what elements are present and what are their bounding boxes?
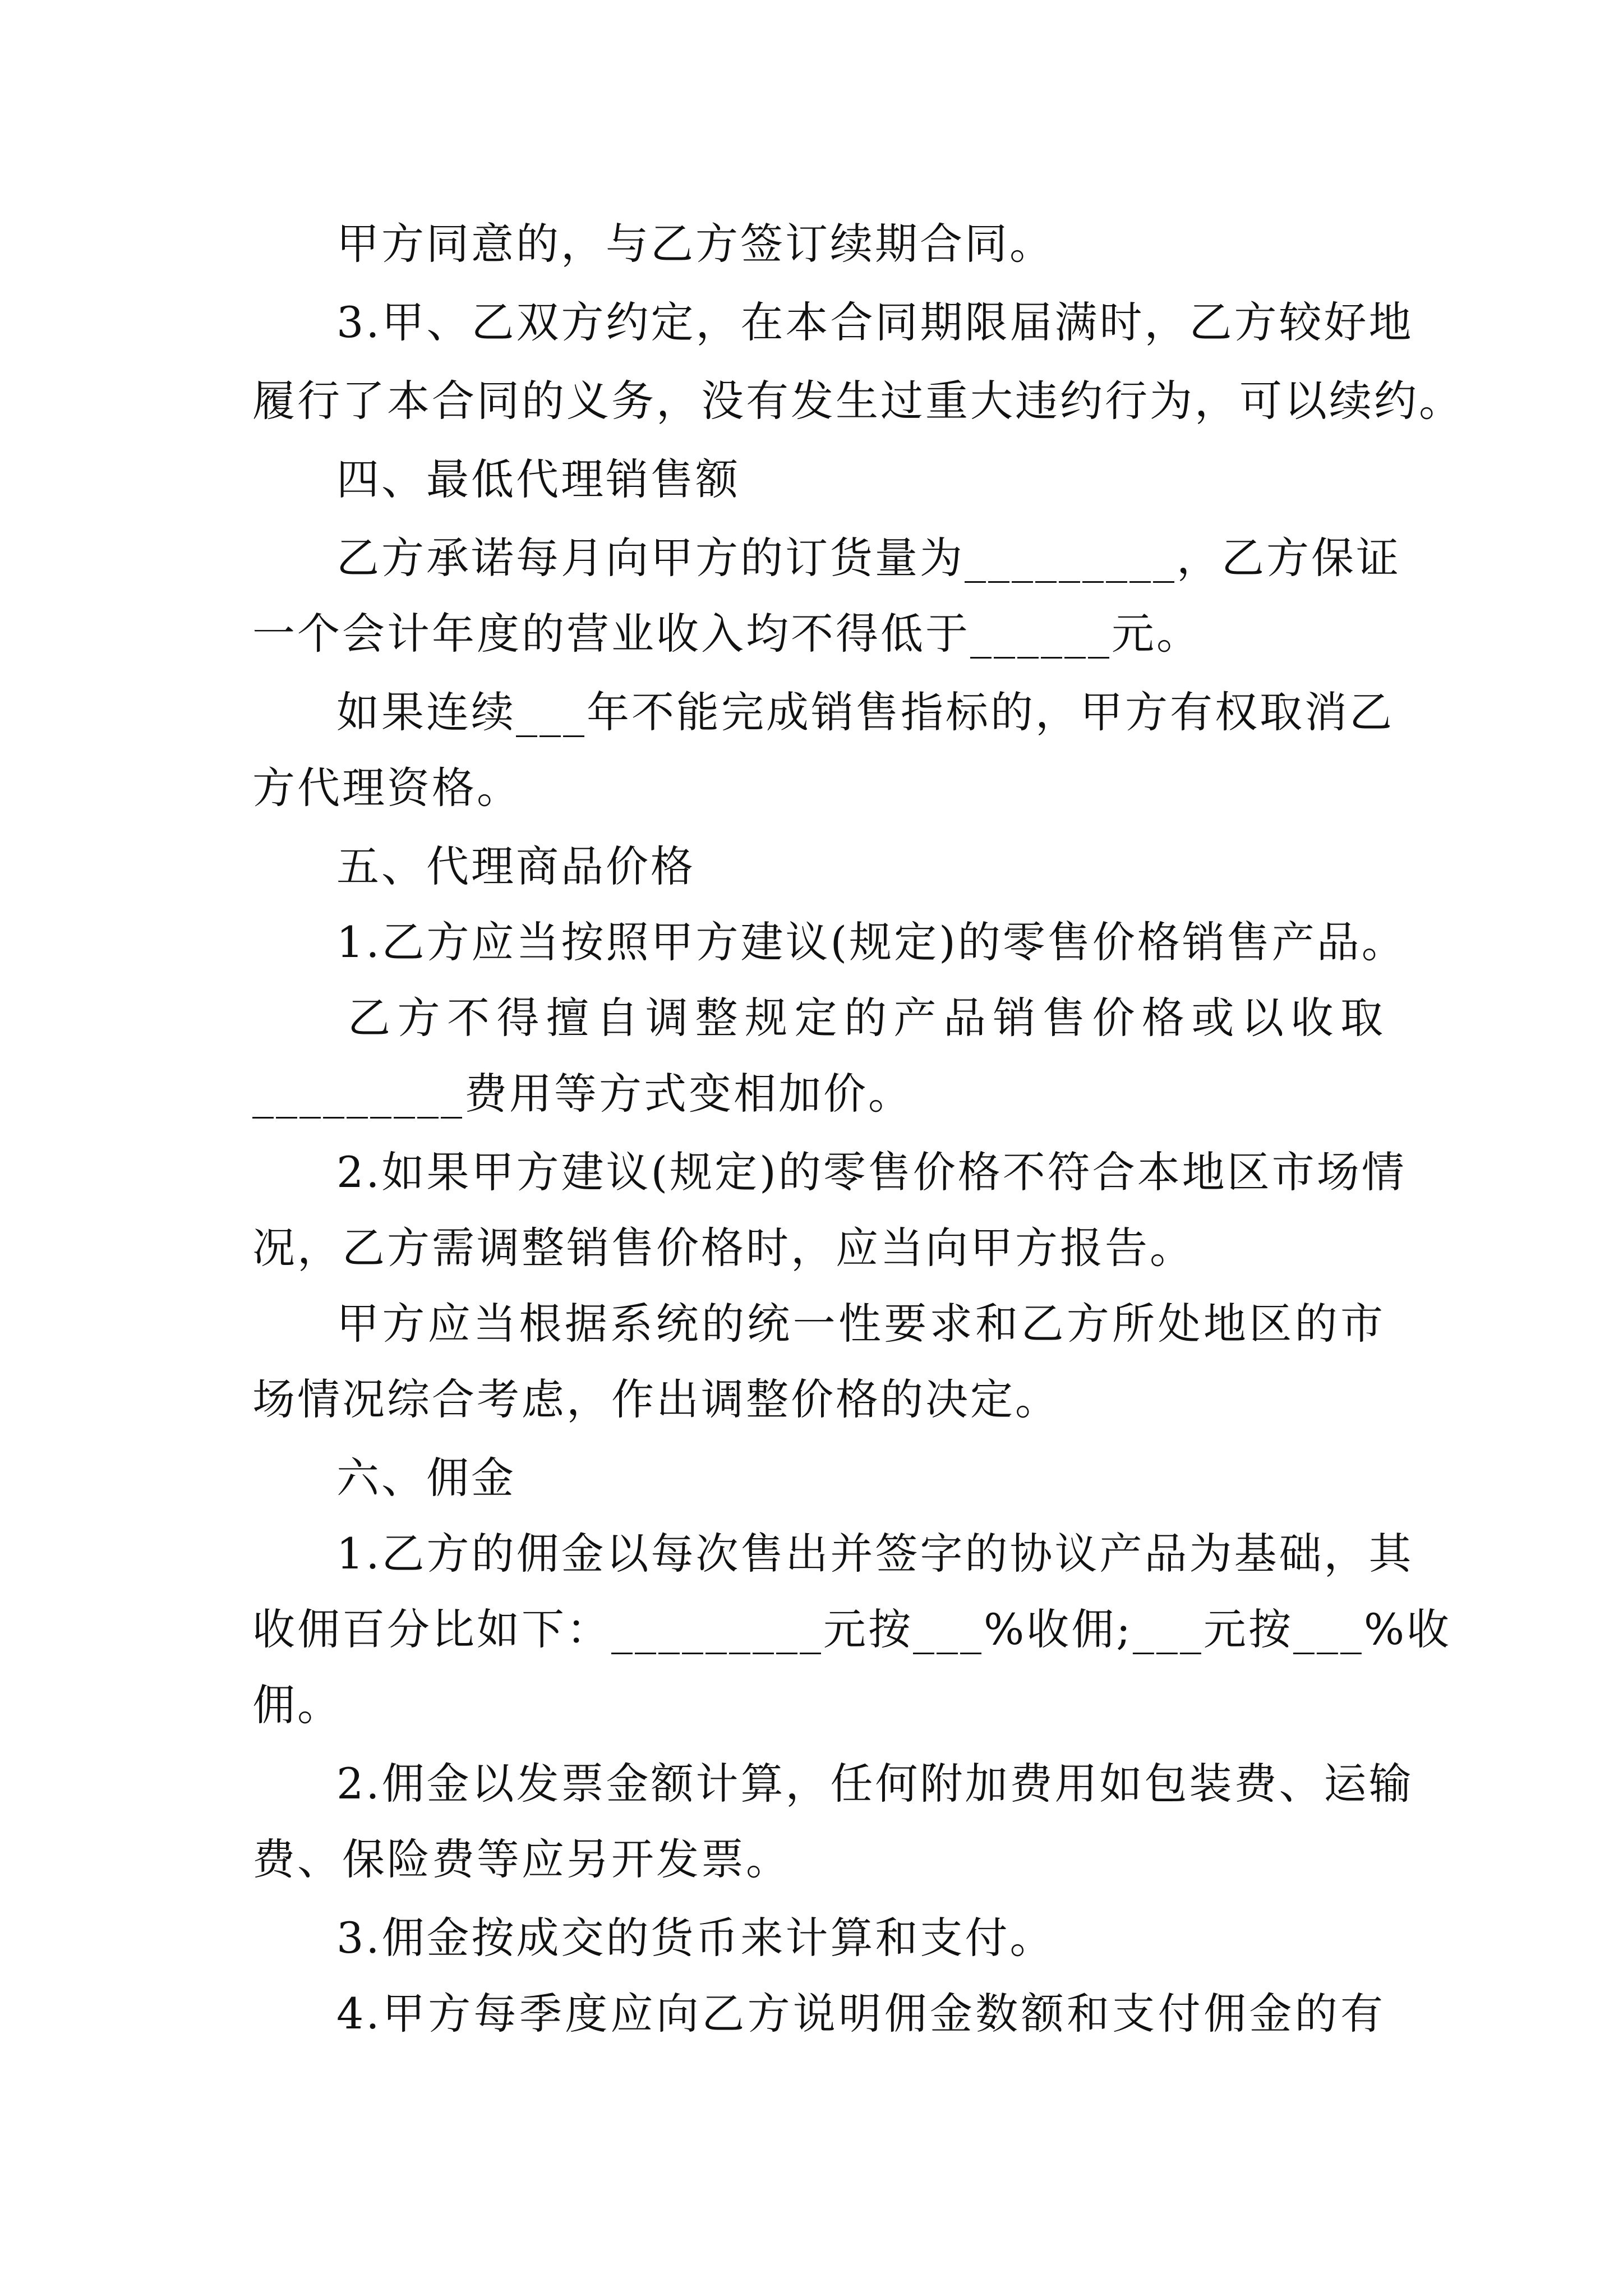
paragraph-line: 乙方不得擅自调整规定的产品销售价格或以收取: [348, 993, 1385, 1043]
paragraph-line: 4.甲方每季度应向乙方说明佣金数额和支付佣金的有: [336, 1989, 1385, 2039]
section-heading: 四、最低代理销售额: [336, 454, 740, 504]
paragraph-line: _________费用等方式变相加价。: [252, 1069, 913, 1119]
paragraph-line: 履行了本合同的义务，没有发生过重大违约行为，可以续约。: [252, 376, 1464, 426]
paragraph-line: 收佣百分比如下：_________元按___%收佣;___元按___%收: [252, 1604, 1452, 1654]
paragraph-line: 1.乙方应当按照甲方建议(规定)的零售价格销售产品。: [336, 917, 1407, 967]
paragraph-line: 费、保险费等应另开发票。: [252, 1834, 791, 1884]
section-heading: 六、佣金: [336, 1453, 516, 1503]
paragraph-line: 1.乙方的佣金以每次售出并签字的协议产品为基础，其: [336, 1529, 1414, 1579]
paragraph-line: 甲方同意的，与乙方签订续期合同。: [336, 219, 1054, 269]
paragraph-line: 况，乙方需调整销售价格时，应当向甲方报告。: [252, 1223, 1195, 1273]
paragraph-line: 方代理资格。: [252, 763, 522, 813]
paragraph-line: 乙方承诺每月向甲方的订货量为_________，乙方保证: [336, 533, 1401, 583]
paragraph-line: 2.如果甲方建议(规定)的零售价格不符合本地区市场情: [336, 1147, 1407, 1197]
paragraph-line: 佣。: [252, 1680, 342, 1730]
paragraph-line: 如果连续___年不能完成销售指标的，甲方有权取消乙: [336, 687, 1394, 737]
paragraph-line: 3.佣金按成交的货币来计算和支付。: [336, 1913, 1055, 1963]
paragraph-line: 场情况综合考虑，作出调整价格的决定。: [252, 1374, 1060, 1424]
paragraph-line: 3.甲、乙双方约定，在本合同期限届满时，乙方较好地: [336, 297, 1414, 347]
paragraph-line: 甲方应当根据系统的统一性要求和乙方所处地区的市: [336, 1299, 1385, 1349]
section-heading: 五、代理商品价格: [336, 841, 695, 891]
paragraph-line: 一个会计年度的营业收入均不得低于______元。: [252, 609, 1201, 659]
paragraph-line: 2.佣金以发票金额计算，任何附加费用如包装费、运输: [336, 1759, 1414, 1809]
